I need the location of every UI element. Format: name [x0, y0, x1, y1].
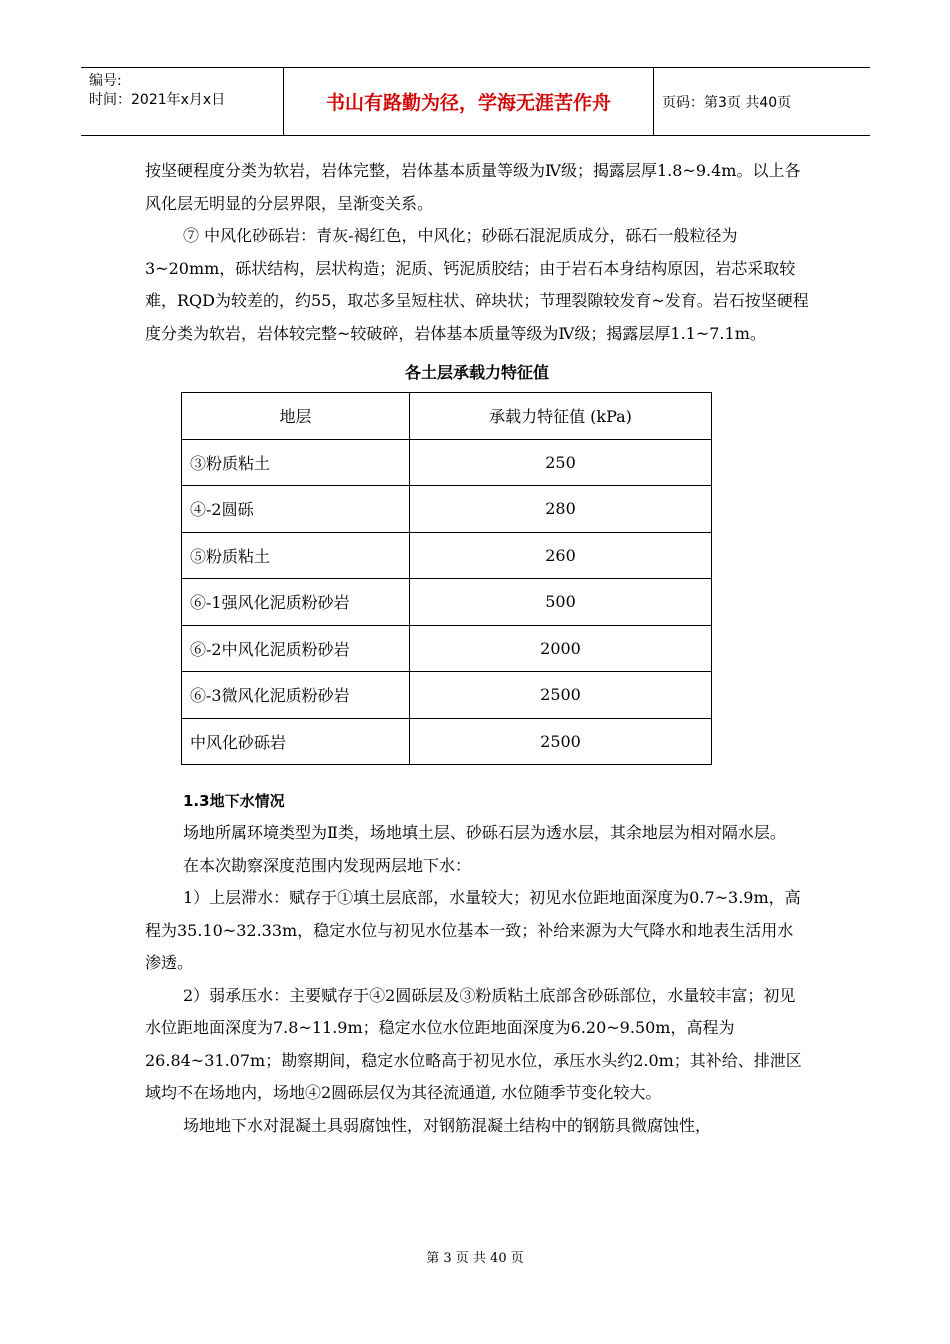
- page-footer: 第 3 页 共 40 页: [426, 1251, 524, 1266]
- time-label: 时间：2021年x月x日: [89, 92, 226, 108]
- page-header: [81, 67, 870, 136]
- table-row: [182, 486, 712, 533]
- cell-stratum: ⑤粉质粘土: [182, 532, 410, 579]
- cell-stratum: 中风化砂砾岩: [182, 718, 410, 765]
- document-body: [145, 155, 809, 1142]
- paragraph-4: 在本次勘察深度范围内发现两层地下水：: [183, 855, 472, 875]
- header-cell-stratum: 地层: [182, 393, 410, 440]
- table-row: [182, 718, 712, 765]
- paragraph-3: 场地所属环境类型为Ⅱ类，场地填土层、砂砾石层为透水层，其余地层为相对隔水层。: [183, 823, 786, 842]
- paragraph-2: ⑦ 中风化砂砾岩：青灰-褐红色，中风化；砂砾石混泥质成分，砾石一般粒径为3~20mm，砾状结构，层状构造；泥质、钙泥质胶结；由于岩石本身结构原因，岩芯采取较难，RQD为较差的，约55，取芯多呈短柱状、碎块状；节理裂隙较发育~发育。岩石按坚硬程度分类为软岩，岩体较完整~较破碎，岩体基本质量等级为Ⅳ级；揭露层厚1.1~7.1m。: [145, 226, 809, 343]
- table-row: [182, 532, 712, 579]
- cell-capacity: 500: [410, 579, 712, 626]
- paragraph-7: 场地地下水对混凝土具弱腐蚀性，对钢筋混凝土结构中的钢筋具微腐蚀性，: [183, 1115, 712, 1135]
- table-title: 各土层承载力特征值: [404, 363, 549, 382]
- cell-capacity: 280: [410, 486, 712, 533]
- table-row: [182, 579, 712, 626]
- cell-capacity: 2000: [410, 625, 712, 672]
- cell-stratum: ⑥-1强风化泥质粉砂岩: [182, 579, 410, 626]
- header-motto: 书山有路勤为径，学海无涯苦作舟: [284, 68, 654, 135]
- cell-stratum: ③粉质粘土: [182, 439, 410, 486]
- table-row: [182, 439, 712, 486]
- cell-capacity: 2500: [410, 672, 712, 719]
- number-label: 编号:: [89, 73, 122, 89]
- table-row: [182, 672, 712, 719]
- paragraph-5: 1）上层滞水：赋存于①填土层底部，水量较大；初见水位距地面深度为0.7~3.9m，高程为35.10~32.33m，稳定水位与初见水位基本一致；补给来源为大气降水和地表生活用水渗透。: [145, 888, 801, 972]
- section-title: 1.3地下水情况: [183, 792, 285, 810]
- bearing-capacity-table: [181, 392, 712, 765]
- table-row: [182, 625, 712, 672]
- cell-capacity: 2500: [410, 718, 712, 765]
- header-page-info: 页码：第3页 共40页: [662, 94, 792, 111]
- header-meta: [81, 68, 284, 135]
- cell-capacity: 260: [410, 532, 712, 579]
- cell-stratum: ⑥-3微风化泥质粉砂岩: [182, 672, 410, 719]
- cell-stratum: ④-2圆砾: [182, 486, 410, 533]
- cell-capacity: 250: [410, 439, 712, 486]
- cell-stratum: ⑥-2中风化泥质粉砂岩: [182, 625, 410, 672]
- paragraph-6: 2）弱承压水：主要赋存于④2圆砾层及③粉质粘土底部含砂砾部位，水量较丰富；初见水位距地面深度为7.8~11.9m；稳定水位水位距地面深度为6.20~9.50m，高程为26.84~31.07m；勘察期间，稳定水位略高于初见水位，承压水头约2.0m；其补给、排泄区域均不在场地内，场地④2圆砾层仅为其径流通道, 水位随季节变化较大。: [145, 985, 802, 1102]
- header-cell-capacity: 承载力特征值 (kPa): [410, 393, 712, 440]
- table-header-row: [182, 393, 712, 440]
- paragraph-1: 按坚硬程度分类为软岩，岩体完整，岩体基本质量等级为Ⅳ级；揭露层厚1.8~9.4m。以上各风化层无明显的分层界限，呈渐变关系。: [145, 161, 801, 213]
